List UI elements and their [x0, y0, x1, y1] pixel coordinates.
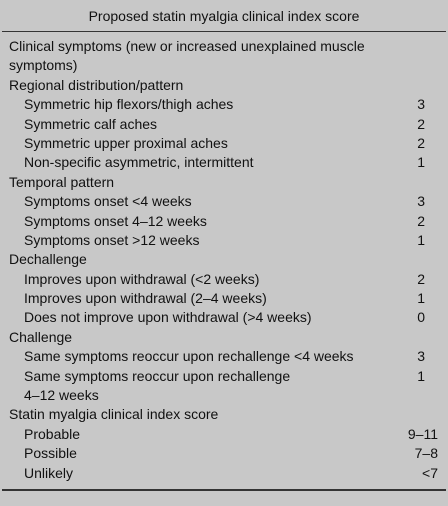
- row-score: 2: [417, 134, 425, 151]
- row-label: Improves upon withdrawal (<2 weeks): [24, 270, 260, 287]
- table-row: [0, 386, 448, 405]
- row-score: 1: [417, 231, 425, 248]
- table-row: [0, 464, 448, 483]
- row-label: Clinical symptoms (new or increased unexplained muscle: [9, 38, 365, 54]
- row-label: Same symptoms reoccur upon rechallenge <4 weeks: [24, 348, 354, 365]
- table-row: [0, 95, 448, 114]
- row-score: 1: [417, 290, 425, 307]
- table-row: [0, 231, 448, 250]
- row-label: Regional distribution/pattern: [9, 76, 184, 93]
- table-row: [0, 76, 448, 95]
- row-score: 1: [417, 154, 425, 171]
- row-score: 2: [417, 270, 425, 287]
- table-row: [0, 328, 448, 347]
- table-row: [0, 173, 448, 192]
- row-score: 0: [417, 309, 425, 326]
- table-row: [0, 425, 448, 444]
- row-label: Dechallenge: [9, 251, 87, 268]
- row-label: Symmetric upper proximal aches: [24, 134, 228, 151]
- row-label: Same symptoms reoccur upon rechallenge: [24, 367, 291, 384]
- row-label: 4–12 weeks: [24, 387, 99, 404]
- row-score: 1: [417, 367, 425, 384]
- row-label: symptoms): [9, 57, 78, 74]
- row-label: Improves upon withdrawal (2–4 weeks): [24, 290, 267, 307]
- table-row: [0, 192, 448, 211]
- table-row: [0, 367, 448, 386]
- table-row: [0, 347, 448, 366]
- table-row: [0, 289, 448, 308]
- table-row: [0, 308, 448, 327]
- top-rule: [2, 31, 446, 32]
- row-score: 7–8: [414, 445, 438, 462]
- table-row: [0, 250, 448, 269]
- table-row: [0, 405, 448, 424]
- row-label: Temporal pattern: [9, 173, 115, 190]
- table-row: [0, 134, 448, 153]
- row-label: Symmetric calf aches: [24, 115, 158, 132]
- row-score: 3: [417, 193, 425, 210]
- row-label: Possible: [24, 445, 77, 462]
- bottom-rule: [2, 489, 446, 491]
- table-row: [0, 115, 448, 134]
- row-label: Does not improve upon withdrawal (>4 weeks): [24, 309, 312, 326]
- row-label: Unlikely: [24, 464, 74, 481]
- row-label: Probable: [24, 425, 81, 442]
- row-score: 2: [417, 212, 425, 229]
- table-row: [0, 153, 448, 172]
- row-score: 3: [417, 96, 425, 113]
- row-label: Symptoms onset <4 weeks: [24, 193, 192, 210]
- row-label: Non-specific asymmetric, intermittent: [24, 154, 254, 171]
- row-score: 3: [417, 348, 425, 365]
- row-score: <7: [422, 464, 438, 481]
- table-title: Proposed statin myalgia clinical index score: [88, 8, 360, 24]
- row-score: 2: [417, 115, 425, 132]
- row-label: Symptoms onset >12 weeks: [24, 231, 200, 248]
- row-label: Challenge: [9, 328, 73, 345]
- table-row: [0, 37, 448, 56]
- row-label: Statin myalgia clinical index score: [9, 406, 219, 423]
- table-row: [0, 444, 448, 463]
- table-row: [0, 56, 448, 75]
- table-row: [0, 270, 448, 289]
- table-row: [0, 212, 448, 231]
- row-label: Symmetric hip flexors/thigh aches: [24, 96, 234, 113]
- table-body: [0, 37, 448, 483]
- row-score: 9–11: [407, 425, 438, 442]
- row-label: Symptoms onset 4–12 weeks: [24, 212, 207, 229]
